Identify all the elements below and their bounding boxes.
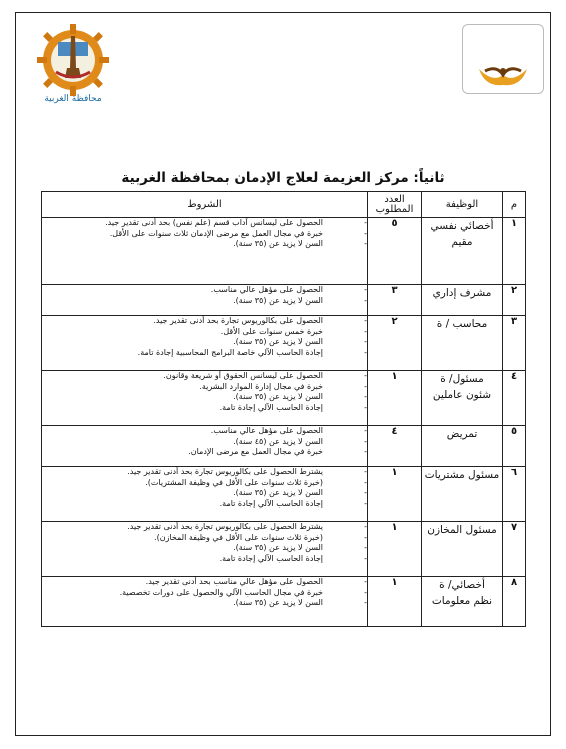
condition-item: - إجادة الحاسب الآلي إجادة تامة. [42, 403, 367, 414]
condition-item: - الحصول على بكالوريوس تجارة بحد أدنى تقدير جيد. [42, 316, 367, 327]
job-conditions [42, 577, 368, 627]
row-number: ١ [503, 218, 526, 285]
row-number: ٣ [503, 316, 526, 371]
jobs-table [41, 191, 526, 627]
job-title [422, 577, 503, 627]
condition-item: - يشترط الحصول على بكالوريوس تجارة بحد أدنى تقدير جيد. [42, 522, 367, 533]
conditions-list [42, 467, 367, 509]
condition-item: - خبرة في مجال العمل مع مرضى الإدمان ثلاث سنوات على الأقل. [42, 229, 367, 240]
conditions-list [42, 218, 367, 250]
condition-item: - خبرة في مجال العمل مع مرضى الإدمان. [42, 447, 367, 458]
job-conditions [42, 218, 368, 285]
conditions-list [42, 316, 367, 358]
conditions-list [42, 426, 367, 458]
condition-item: - السن لا يزيد عن (٣٥ سنة). [42, 239, 367, 250]
job-conditions [42, 426, 368, 467]
job-title-line: تمريض [446, 428, 478, 440]
condition-item: - السن لا يزيد عن (٣٥ سنة). [42, 392, 367, 403]
table-row [42, 371, 526, 426]
required-count: ٢ [368, 316, 422, 371]
condition-item: - (خبرة ثلاث سنوات على الأقل في وظيفة المشتريات). [42, 478, 367, 489]
job-title [422, 285, 503, 316]
table-header-row [42, 192, 526, 218]
emblem-label: محافظة الغربية [44, 94, 102, 104]
condition-item: - السن لا يزيد عن (٤٥ سنة). [42, 437, 367, 448]
condition-item: - الحصول على مؤهل عالي مناسب. [42, 285, 367, 296]
condition-item: - السن لا يزيد عن (٣٥ سنة). [42, 543, 367, 554]
job-title-line: نظم معلومات [431, 595, 493, 607]
job-conditions [42, 316, 368, 371]
condition-item: - الحصول على مؤهل عالي مناسب بحد أدنى تقدير جيد. [42, 577, 367, 588]
job-title-line: مسئول/ ة [440, 373, 484, 385]
row-number: ٤ [503, 371, 526, 426]
job-conditions [42, 467, 368, 522]
condition-item: - يشترط الحصول على بكالوريوس تجارة بحد أدنى تقدير جيد. [42, 467, 367, 478]
condition-item: - السن لا يزيد عن (٣٥ سنة). [42, 598, 367, 609]
conditions-list [42, 371, 367, 413]
row-number: ٧ [503, 522, 526, 577]
required-count: ٥ [368, 218, 422, 285]
table-row [42, 316, 526, 371]
condition-item: - إجادة الحاسب الآلي إجادة تامة. [42, 499, 367, 510]
condition-item: - السن لا يزيد عن (٣٥ سنة). [42, 296, 367, 307]
header-no: م [503, 192, 526, 218]
job-title-line: مسئول مشتريات [424, 469, 500, 481]
condition-item: - الحصول على ليسانس الحقوق أو شريعة وقانون. [42, 371, 367, 382]
condition-item: - خبرة في مجال إدارة الموارد البشرية. [42, 382, 367, 393]
table-row [42, 577, 526, 627]
job-conditions [42, 285, 368, 316]
job-title [422, 371, 503, 426]
condition-item: - السن لا يزيد عن (٣٥ سنة). [42, 337, 367, 348]
required-count: ١ [368, 577, 422, 627]
table-row [42, 426, 526, 467]
condition-item: - الحصول على ليسانس آداب قسم (علم نفس) بحد أدنى تقدير جيد. [42, 218, 367, 229]
header-title: الوظيفة [422, 192, 503, 218]
required-count: ٤ [368, 426, 422, 467]
job-title-line: أخصائي نفسي مقيم [430, 220, 494, 248]
job-title-line: مسئول المخازن [427, 524, 497, 536]
job-title [422, 218, 503, 285]
job-title-line: أخصائي/ ة [439, 579, 485, 591]
condition-item: - خبرة خمس سنوات على الأقل. [42, 327, 367, 338]
condition-item: - السن لا يزيد عن (٣٥ سنة). [42, 488, 367, 499]
table-row [42, 285, 526, 316]
job-title [422, 316, 503, 371]
job-conditions [42, 371, 368, 426]
header-conditions: الشروط [42, 192, 368, 218]
conditions-list [42, 522, 367, 564]
required-count: ١ [368, 371, 422, 426]
table-row [42, 218, 526, 285]
required-count: ٣ [368, 285, 422, 316]
row-number: ٢ [503, 285, 526, 316]
page-title: ثانياً: مركز العزيمة لعلاج الإدمان بمحافظة الغربية [121, 170, 445, 186]
table-row [42, 467, 526, 522]
required-count: ١ [368, 522, 422, 577]
conditions-list [42, 577, 367, 609]
required-count: ١ [368, 467, 422, 522]
job-title [422, 522, 503, 577]
job-title-line: مشرف إداري [432, 287, 492, 299]
job-conditions [42, 522, 368, 577]
header-count: العدد المطلوب [368, 192, 422, 218]
condition-item: - (خبرة ثلاث سنوات على الأقل في وظيفة المخازن). [42, 533, 367, 544]
row-number: ٦ [503, 467, 526, 522]
condition-item: - خبرة في مجال الحاسب الآلي والحصول على دورات تخصصية. [42, 588, 367, 599]
condition-item: - إجادة الحاسب الآلي إجادة تامة. [42, 554, 367, 565]
row-number: ٨ [503, 577, 526, 627]
job-title-line: محاسب / ة [436, 318, 488, 330]
gharbia-governorate-emblem [30, 22, 116, 106]
job-title [422, 467, 503, 522]
table-row [42, 522, 526, 577]
conditions-list [42, 285, 367, 306]
condition-item: - الحصول على مؤهل عالي مناسب. [42, 426, 367, 437]
condition-item: - إجادة الحاسب الآلي خاصة البرامج المحاسبية إجادة تامة. [42, 348, 367, 359]
job-title-line: شئون عاملين [432, 389, 492, 401]
job-title [422, 426, 503, 467]
anti-addiction-fund-logo [462, 24, 544, 94]
row-number: ٥ [503, 426, 526, 467]
